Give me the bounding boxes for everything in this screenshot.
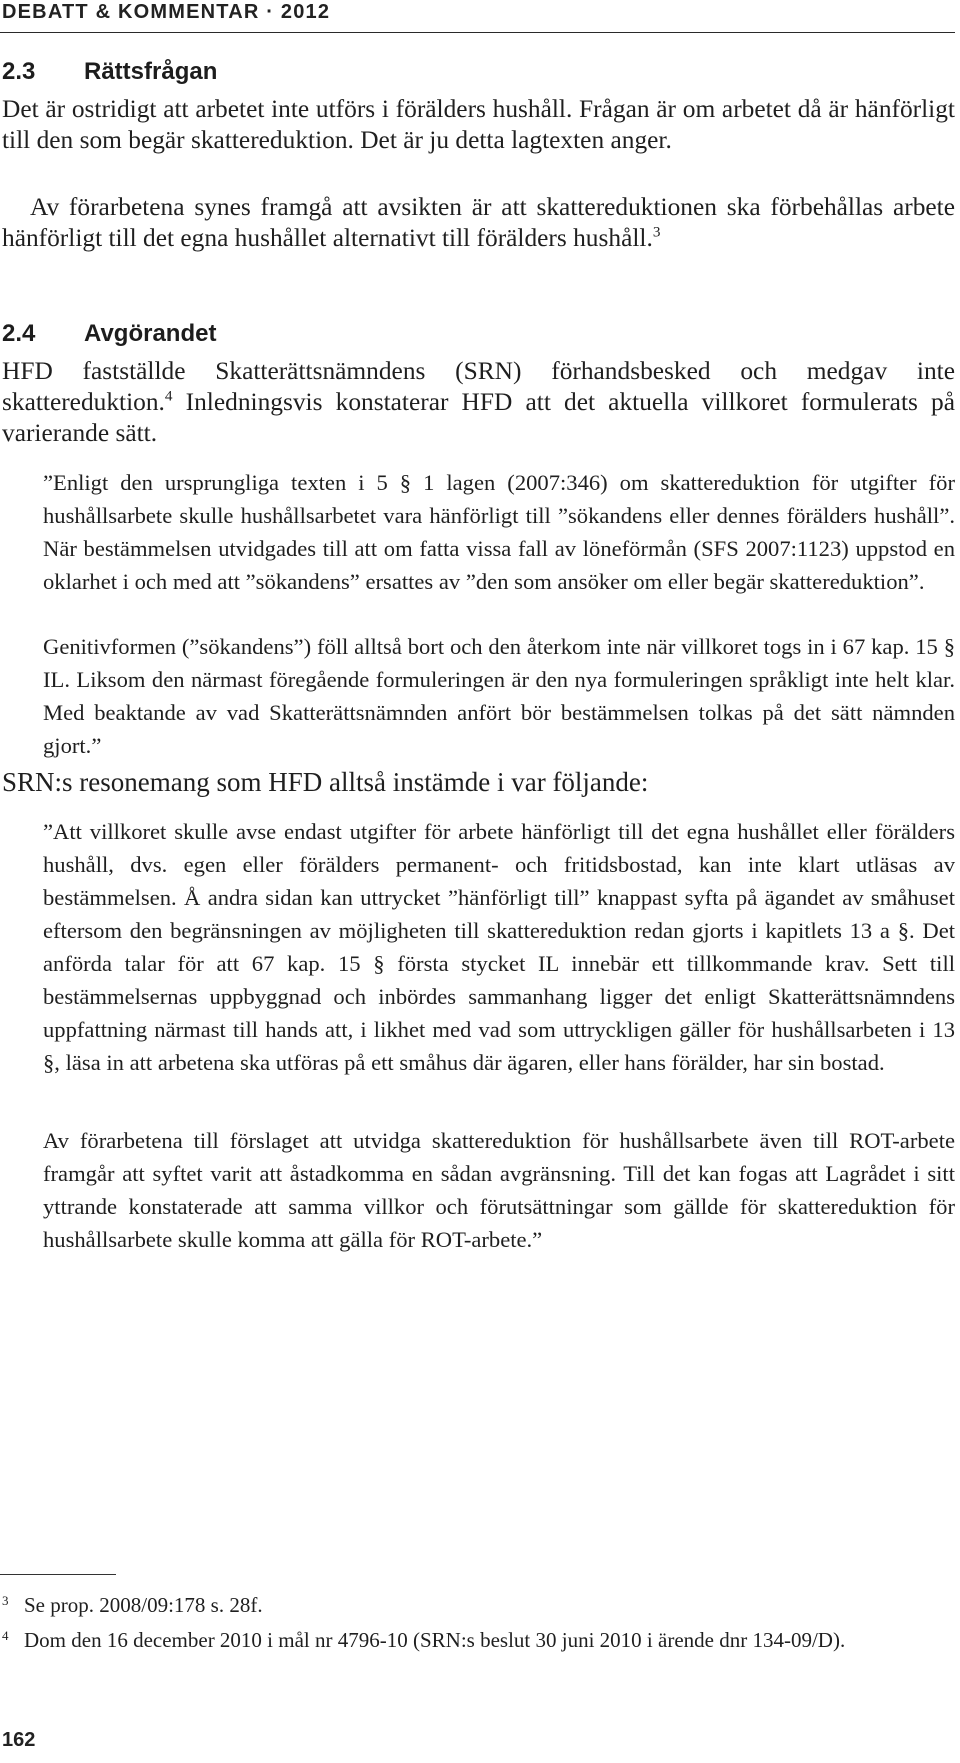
running-header [0,0,955,33]
page-number: 162 [2,1729,36,1751]
quote-srn-paragraph-2: Av förarbetena till förslaget att utvidga skattereduktion för hushållsarbete även till ROT-arbete framgår att syftet varit att åstadkomma en sådan avgränsning. Till det kan fogas att Lagrådet i sitt yttrande konstaterade att samma villkor och förutsättningar som gällde för skattereduktion för hushållsarbete skulle komma att gälla för ROT-arbete.” [43,1128,955,1252]
section-number: 2.3 [2,58,36,85]
running-title: DEBATT & KOMMENTAR · 2012 [2,1,331,23]
footnote-text: Se prop. 2008/09:178 s. 28f. [24,1593,263,1617]
section-title: Avgörandet [84,320,217,347]
srn-intro-line: SRN:s resonemang som HFD alltså instämde i var följande: [2,767,649,797]
paragraph-rattsfragan-1: Det är ostridigt att arbetet inte utförs i förälders hushåll. Frågan är om arbetet då är hänförligt till den som begär skattereduktion. Det är ju detta lagtexten anger. [2,95,955,154]
quote-hfd-paragraph-1: ”Enligt den ursprungliga texten i 5 § 1 lagen (2007:346) om skattereduktion för utgifter för hushållsarbete skulle hushållsarbetet vara hänförligt till ”sökandens eller dennes förälders hushåll”. När bestämmelsen utvidgades till att om fatta vissa fall av löneförmån (SFS 2007:1123) uppstod en oklarhet i och med att ”sökandens” ersattes av ”den som ansöker om eller begär skattereduktion”. [43,470,955,594]
footnote-text: Dom den 16 december 2010 i mål nr 4796-10 (SRN:s beslut 30 juni 2010 i ärende dnr 134-09/D). [24,1628,846,1652]
paragraph-rattsfragan-2 [2,192,955,254]
quote-srn-paragraph-1: ”Att villkoret skulle avse endast utgifter för arbete hänförligt till det egna hushållet eller förälders hushåll, dvs. egen eller förälders permanent- och fritidsbostad, kan inte klart utläsas av bestämmelsen. Å andra sidan kan uttrycket ”hänförligt till” knappast syfta på ägandet av småhuset eftersom den begränsningen av möjligheten till skattereduktion redan gjorts i kapitlets 13 a §. Det anförda talar för att 67 kap. 15 § första stycket IL innebär ett tillkommande krav. Sett till bestämmelsernas uppbyggnad och inbördes sammanhang ligger det enligt Skatterättsnämndens uppfattning närmast till hands att, i likhet med vad som uttryckligen gäller för hushållsarbeten i 13 §, läsa in att arbetena ska utföras på ett småhus där ägaren, eller hans förälder, har sin bostad. [43,819,955,1075]
footnote-ref-3[interactable]: 3 [652,223,661,241]
paragraph-avgorandet [2,356,955,449]
paragraph-text: Av förarbetena synes framgå att avsikten är att skattereduktionen ska förbehållas arbete hänförligt till det egna hushållet alternativt till förälders hushåll. [2,193,955,252]
paragraph-text-before-ref: HFD fastställde Skatterättsnämndens (SRN) förhandsbesked och medgav inte skattereduktion. [2,357,955,416]
footnote-3: 3 Se prop. 2008/09:178 s. 28f. [2,1592,263,1617]
paragraph-text-after-ref: Inledningsvis konstaterar HFD att det aktuella villkoret formulerats på varierande sätt. [2,388,955,447]
section-heading-2-3 [2,58,217,86]
section-title: Rättsfrågan [84,58,218,85]
footnote-divider [0,1574,116,1575]
quote-hfd-paragraph-2: Genitivformen (”sökandens”) föll alltså bort och den återkom inte när villkoret togs in i 67 kap. 15 § IL. Liksom den närmast föregående formuleringen är den nya formuleringen språkligt inte helt klar. Med beaktande av vad Skatterättsnämnden anfört bör bestämmelsen tolkas på det sätt nämnden gjort.” [43,634,955,758]
footnote-4: 4 Dom den 16 december 2010 i mål nr 4796-10 (SRN:s beslut 30 juni 2010 i ärende dnr 134-09/D). [2,1627,846,1652]
section-heading-2-4 [2,320,216,348]
footnote-ref-4[interactable]: 4 [164,387,173,405]
section-number: 2.4 [2,320,36,347]
